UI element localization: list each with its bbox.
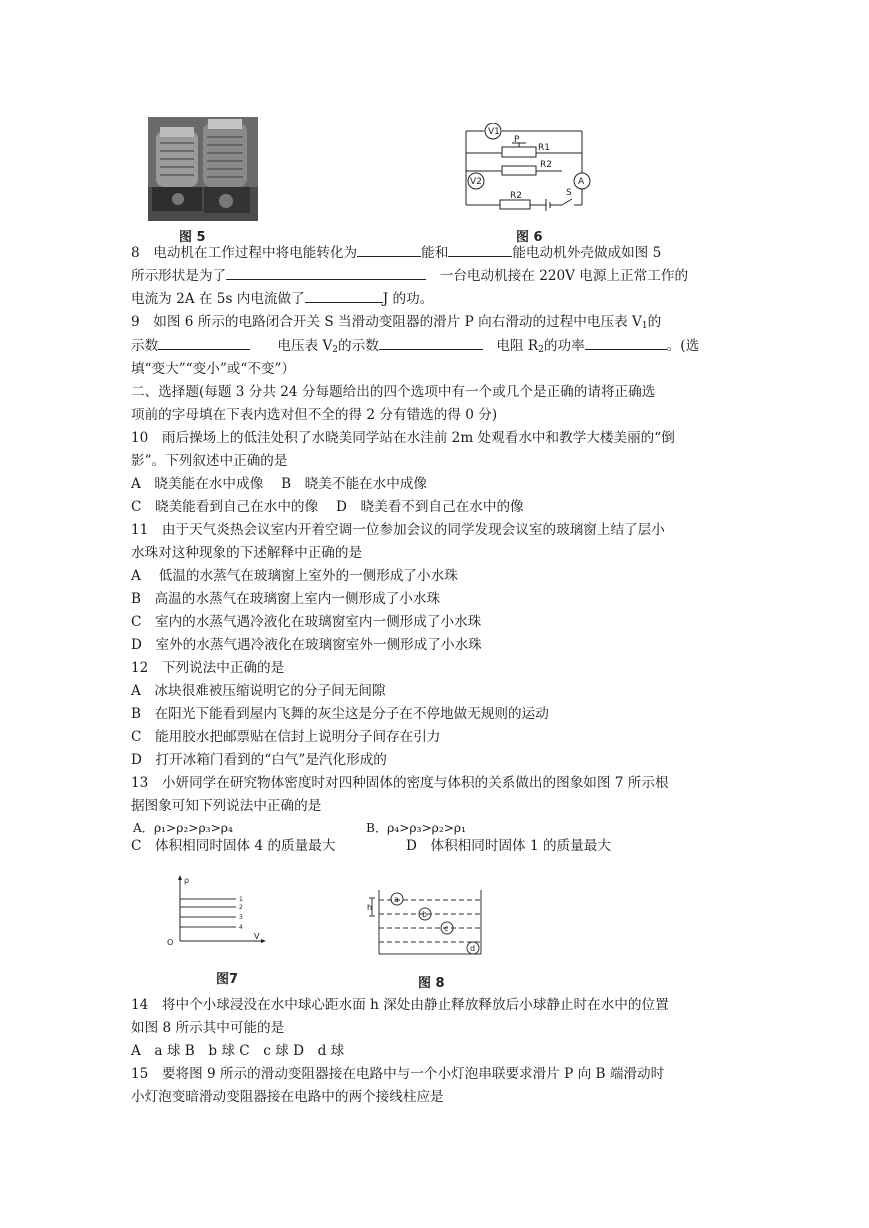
rho-axis-label: ρ bbox=[184, 876, 190, 885]
q15-line-1: 15 要将图 9 所示的滑动变阻器接在电路中与一个小灯泡串联要求滑片 P 向 B 端滑动时 bbox=[131, 1066, 665, 1082]
r2-label: R2 bbox=[510, 191, 522, 201]
q11-option-d: D 室外的水蒸气遇冷液化在玻璃窗室外一侧形成了小水珠 bbox=[131, 637, 482, 653]
q12-option-a: A 冰块很难被压缩说明它的分子间无间隙 bbox=[131, 683, 386, 699]
q12-option-b: B 在阳光下能看到屋内飞舞的灰尘这是分子在不停地做无规则的运动 bbox=[131, 706, 549, 722]
q14-line-1: 14 将中个小球浸没在水中球心距水面 h 深处由静止释放释放后小球静止时在水中的位置 bbox=[131, 997, 669, 1013]
q13-line-1: 13 小妍同学在研究物体密度时对四种固体的密度与体积的关系做出的图象如图 7 所示根 bbox=[131, 775, 669, 791]
ball-b-label: b bbox=[422, 910, 428, 919]
r1-label: R1 bbox=[538, 143, 550, 153]
q10-line-2: 影”。下列叙述中正确的是 bbox=[131, 453, 288, 469]
q9-line-1: 9 如图 6 所示的电路闭合开关 S 当滑动变阻器的滑片 P 向右滑动的过程中电压表 $V_1$的 bbox=[131, 314, 662, 331]
q15-line-2: 小灯泡变暗滑动变阻器接在电路中的两个接线柱应是 bbox=[131, 1089, 444, 1105]
a-label: A bbox=[578, 177, 585, 187]
q11-option-c: C 室内的水蒸气遇冷液化在玻璃窗室内一侧形成了小水珠 bbox=[131, 614, 482, 630]
line-2-label: 2 bbox=[239, 904, 243, 911]
q13-option-b: B．ρ₄>ρ₃>ρ₂>ρ₁ bbox=[366, 821, 466, 835]
q9-line-3: 填“变大”“变小”或“不变”） bbox=[131, 361, 296, 377]
q11-option-a: A 低温的水蒸气在玻璃窗上室外的一侧形成了小水珠 bbox=[131, 568, 458, 584]
figure-5-motor-photo bbox=[148, 117, 258, 221]
line-1-label: 1 bbox=[239, 896, 243, 903]
p-label: P bbox=[514, 135, 520, 145]
q11-line-1: 11 由于天气炎热会议室内开着空调一位参加会议的同学发现会议室的玻璃窗上结了层小 bbox=[131, 522, 665, 538]
q12-line-1: 12 下列说法中正确的是 bbox=[131, 660, 285, 676]
figure-5-caption: 图 5 bbox=[179, 230, 206, 245]
q9-line-2: 示数 电压表 $V_2$的示数 电阻 $R_2$的功率 。(选 bbox=[131, 338, 700, 355]
r2-top-label: R2 bbox=[540, 160, 552, 170]
figure-6-caption: 图 6 bbox=[516, 230, 543, 245]
section-2-heading-line-1: 二、选择题(每题 3 分共 24 分每题给出的四个选项中有一个或几个是正确的请将正确选 bbox=[131, 384, 656, 400]
q11-line-2: 水珠对这种现象的下述解释中正确的是 bbox=[131, 545, 363, 561]
section-2-heading-line-2: 项前的字母填在下表内选对但不全的得 2 分有错选的得 0 分) bbox=[131, 407, 498, 423]
q13-option-c: C 体积相同时固体 4 的质量最大 bbox=[131, 838, 336, 854]
q8-line-1: 8 电动机在工作过程中将电能转化为 能和 能电动机外壳做成如图 5 bbox=[131, 245, 662, 261]
ball-a-label: a bbox=[394, 895, 399, 904]
v1-label: V1 bbox=[488, 127, 500, 137]
h-label: h bbox=[367, 903, 373, 912]
figure-6-circuit bbox=[462, 123, 598, 215]
origin-label: O bbox=[167, 938, 174, 947]
q10-line-1: 10 雨后操场上的低洼处积了水晓美同学站在水洼前 2m 处观看水中和教学大楼美丽的“倒 bbox=[131, 430, 675, 446]
figure-7-caption: 图7 bbox=[216, 972, 239, 987]
q8-line-3: 电流为 2A 在 5s 内电流做了 J 的功。 bbox=[131, 291, 434, 307]
q10-options-ab: A 晓美能在水中成像 B 晓美不能在水中成像 bbox=[131, 476, 428, 492]
q14-options: A a 球 B b 球 C c 球 D d 球 bbox=[131, 1043, 345, 1059]
q13-option-d: D 体积相同时固体 1 的质量最大 bbox=[406, 838, 611, 854]
figure-8-caption: 图 8 bbox=[418, 976, 445, 991]
s-label: S bbox=[566, 188, 572, 198]
v-axis-label: V bbox=[254, 932, 260, 941]
q13-line-2: 据图象可知下列说法中正确的是 bbox=[131, 798, 322, 814]
line-4-label: 4 bbox=[239, 924, 243, 931]
v2-label: V2 bbox=[470, 177, 482, 187]
q10-options-cd: C 晓美能看到自己在水中的像 D 晓美看不到自己在水中的像 bbox=[131, 499, 524, 515]
q14-line-2: 如图 8 所示其中可能的是 bbox=[131, 1020, 285, 1036]
ball-c-label: c bbox=[444, 924, 449, 933]
figure-8-balls-in-water bbox=[367, 888, 487, 958]
figure-7-density-graph bbox=[160, 873, 272, 949]
q12-option-d: D 打开冰箱门看到的“白气”是汽化形成的 bbox=[131, 752, 387, 768]
ball-d-label: d bbox=[470, 944, 476, 953]
q12-option-c: C 能用胶水把邮票贴在信封上说明分子间存在引力 bbox=[131, 729, 441, 745]
line-3-label: 3 bbox=[239, 914, 243, 921]
q11-option-b: B 高温的水蒸气在玻璃窗上室内一侧形成了小水珠 bbox=[131, 591, 441, 607]
q8-line-2: 所示形状是为了 一台电动机接在 220V 电源上正常工作的 bbox=[131, 268, 689, 284]
q13-option-a: A．ρ₁>ρ₂>ρ₃>ρ₄ bbox=[133, 821, 233, 835]
